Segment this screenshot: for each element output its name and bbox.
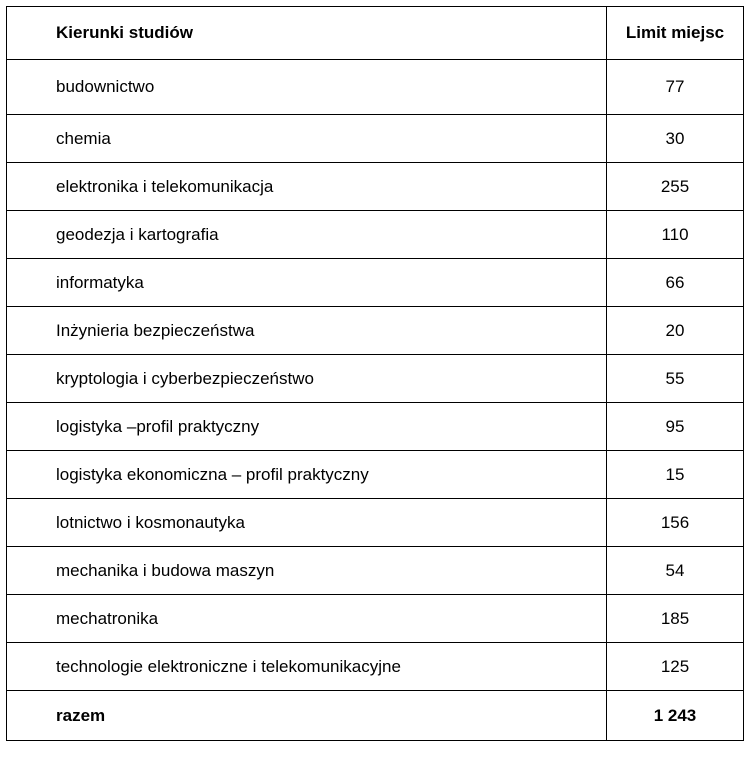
seat-limit-cell: 185 [607, 595, 744, 643]
field-of-study-cell: chemia [7, 115, 607, 163]
seat-limit-cell: 15 [607, 451, 744, 499]
seat-limit-cell: 54 [607, 547, 744, 595]
table-row [7, 211, 744, 259]
field-of-study-cell: mechanika i budowa maszyn [7, 547, 607, 595]
table-row [7, 115, 744, 163]
table-row [7, 547, 744, 595]
table-row [7, 451, 744, 499]
table-header [7, 7, 744, 60]
table-row [7, 595, 744, 643]
field-of-study-cell: budownictwo [7, 60, 607, 115]
total-row [7, 691, 744, 741]
table-row [7, 307, 744, 355]
header-seat-limit: Limit miejsc [607, 7, 744, 60]
seat-limit-cell: 156 [607, 499, 744, 547]
field-of-study-cell: elektronika i telekomunikacja [7, 163, 607, 211]
total-label-cell: razem [7, 691, 607, 741]
table-row [7, 355, 744, 403]
header-field-of-study: Kierunki studiów [7, 7, 607, 60]
field-of-study-cell: technologie elektroniczne i telekomunikacyjne [7, 643, 607, 691]
table-row [7, 60, 744, 115]
table-body [7, 60, 744, 741]
seat-limit-cell: 20 [607, 307, 744, 355]
field-of-study-cell: Inżynieria bezpieczeństwa [7, 307, 607, 355]
seat-limit-cell: 77 [607, 60, 744, 115]
admission-limits-table-container [6, 6, 725, 741]
table-row [7, 499, 744, 547]
admission-limits-table [6, 6, 744, 741]
field-of-study-cell: lotnictwo i kosmonautyka [7, 499, 607, 547]
seat-limit-cell: 55 [607, 355, 744, 403]
table-row [7, 163, 744, 211]
header-row [7, 7, 744, 60]
field-of-study-cell: informatyka [7, 259, 607, 307]
field-of-study-cell: kryptologia i cyberbezpieczeństwo [7, 355, 607, 403]
seat-limit-cell: 110 [607, 211, 744, 259]
field-of-study-cell: logistyka –profil praktyczny [7, 403, 607, 451]
table-row [7, 403, 744, 451]
seat-limit-cell: 125 [607, 643, 744, 691]
field-of-study-cell: geodezja i kartografia [7, 211, 607, 259]
seat-limit-cell: 30 [607, 115, 744, 163]
table-row [7, 259, 744, 307]
seat-limit-cell: 255 [607, 163, 744, 211]
total-limit-cell: 1 243 [607, 691, 744, 741]
table-row [7, 643, 744, 691]
field-of-study-cell: logistyka ekonomiczna – profil praktyczny [7, 451, 607, 499]
seat-limit-cell: 66 [607, 259, 744, 307]
field-of-study-cell: mechatronika [7, 595, 607, 643]
seat-limit-cell: 95 [607, 403, 744, 451]
